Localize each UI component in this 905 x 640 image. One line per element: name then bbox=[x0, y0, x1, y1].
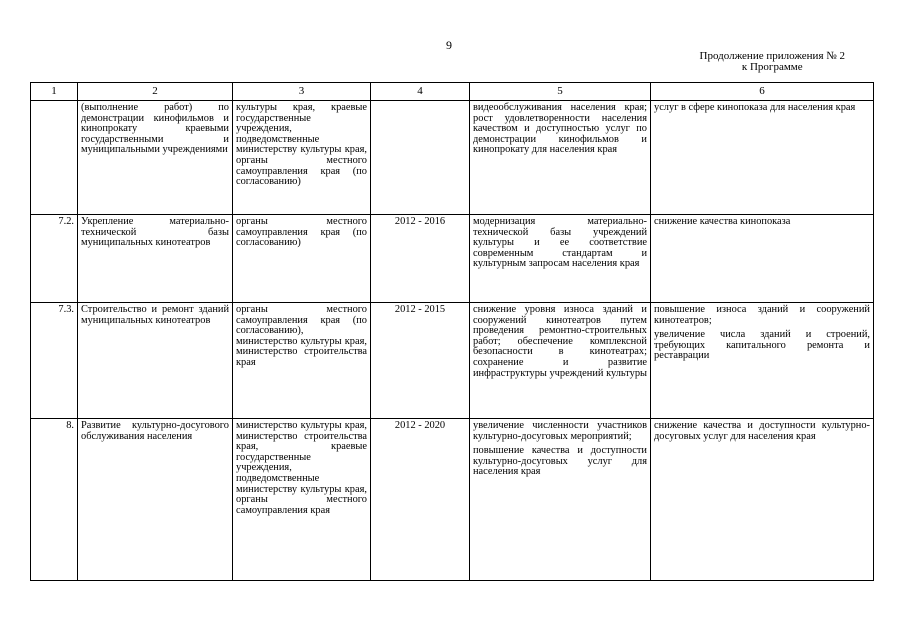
table-row bbox=[31, 419, 874, 581]
result-paragraph: повышение качества и доступности культурно-досуговых услуг для населения края bbox=[473, 445, 647, 478]
continuation-note bbox=[700, 51, 845, 73]
result-cell bbox=[470, 303, 651, 419]
header-cell-6: 6 bbox=[651, 83, 874, 101]
activity-cell: Укрепление материально-технической базы муниципальных кинотеатров bbox=[78, 215, 233, 303]
executors-cell: министерство культуры края, министерство строительства края, краевые государственные учреждения, подведомственные министерству культуры края, органы местного самоуправления края bbox=[233, 419, 371, 581]
row-number: 8. bbox=[31, 419, 78, 581]
period-cell: 2012 - 2015 bbox=[371, 303, 470, 419]
result-paragraph: снижение уровня износа зданий и сооружений кинотеатров путем проведения ремонтно-строительных работ; обеспечение комплексной безопасности в кинотеатрах; сохранение и развитие инфраструктуры учреждений культуры bbox=[473, 304, 648, 379]
continuation-line-2: к Программе bbox=[741, 61, 803, 73]
period-cell: 2012 - 2016 bbox=[371, 215, 470, 303]
result-cell bbox=[470, 419, 651, 581]
consequences-paragraph: снижение качества и доступности культурно-досуговых услуг для населения края bbox=[654, 420, 870, 442]
program-table bbox=[30, 82, 874, 581]
executors-cell: органы местного самоуправления края (по согласованию), министерство культуры края, министерство строительства края bbox=[233, 303, 371, 419]
consequences-paragraph: снижение качества кинопоказа bbox=[654, 216, 791, 227]
header-cell-2: 2 bbox=[78, 83, 233, 101]
header-cell-5: 5 bbox=[470, 83, 651, 101]
consequences-paragraph: увеличение числа зданий и строений, требующих капитального ремонта и реставрации bbox=[654, 329, 870, 362]
header-row bbox=[31, 83, 874, 101]
table-row bbox=[31, 101, 874, 215]
activity-cell: Строительство и ремонт зданий муниципальных кинотеатров bbox=[78, 303, 233, 419]
page-number: 9 bbox=[446, 38, 452, 52]
period-cell: 2012 - 2020 bbox=[371, 419, 470, 581]
row-number bbox=[31, 101, 78, 215]
executors-cell: культуры края, краевые государственные учреждения, подведомственные министерству культуры края, органы местного самоуправления края (по согласованию) bbox=[233, 101, 371, 215]
consequences-paragraph: услуг в сфере кинопоказа для населения края bbox=[654, 102, 856, 113]
consequences-cell bbox=[651, 101, 874, 215]
table-row bbox=[31, 215, 874, 303]
consequences-paragraph: повышение износа зданий и сооружений кинотеатров; bbox=[654, 304, 870, 326]
executors-cell: органы местного самоуправления края (по согласованию) bbox=[233, 215, 371, 303]
activity-cell: (выполнение работ) по демонстрации кинофильмов и кинопрокату краевыми государственными и муниципальными учреждениями bbox=[78, 101, 233, 215]
consequences-cell bbox=[651, 303, 874, 419]
row-number: 7.2. bbox=[31, 215, 78, 303]
continuation-line-1: Продолжение приложения № 2 bbox=[699, 50, 845, 62]
header-cell-3: 3 bbox=[233, 83, 371, 101]
table-row bbox=[31, 303, 874, 419]
result-paragraph: модернизация материально-технической базы учреждений культуры и ее соответствие современным стандартам и культурным запросам населения края bbox=[473, 216, 647, 270]
row-number: 7.3. bbox=[31, 303, 78, 419]
header-cell-1: 1 bbox=[31, 83, 78, 101]
header-cell-4: 4 bbox=[371, 83, 470, 101]
result-paragraph: видеообслуживания населения края; рост удовлетворенности населения качеством и доступностью услуг по демонстрации кинофильмов и кинопрокату для населения края bbox=[473, 102, 647, 156]
consequences-cell bbox=[651, 215, 874, 303]
result-cell bbox=[470, 215, 651, 303]
activity-cell: Развитие культурно-досугового обслуживания населения bbox=[78, 419, 233, 581]
period-cell bbox=[371, 101, 470, 215]
result-paragraph: увеличение численности участников культурно-досуговых мероприятий; bbox=[473, 420, 647, 442]
result-cell bbox=[470, 101, 651, 215]
consequences-cell bbox=[651, 419, 874, 581]
